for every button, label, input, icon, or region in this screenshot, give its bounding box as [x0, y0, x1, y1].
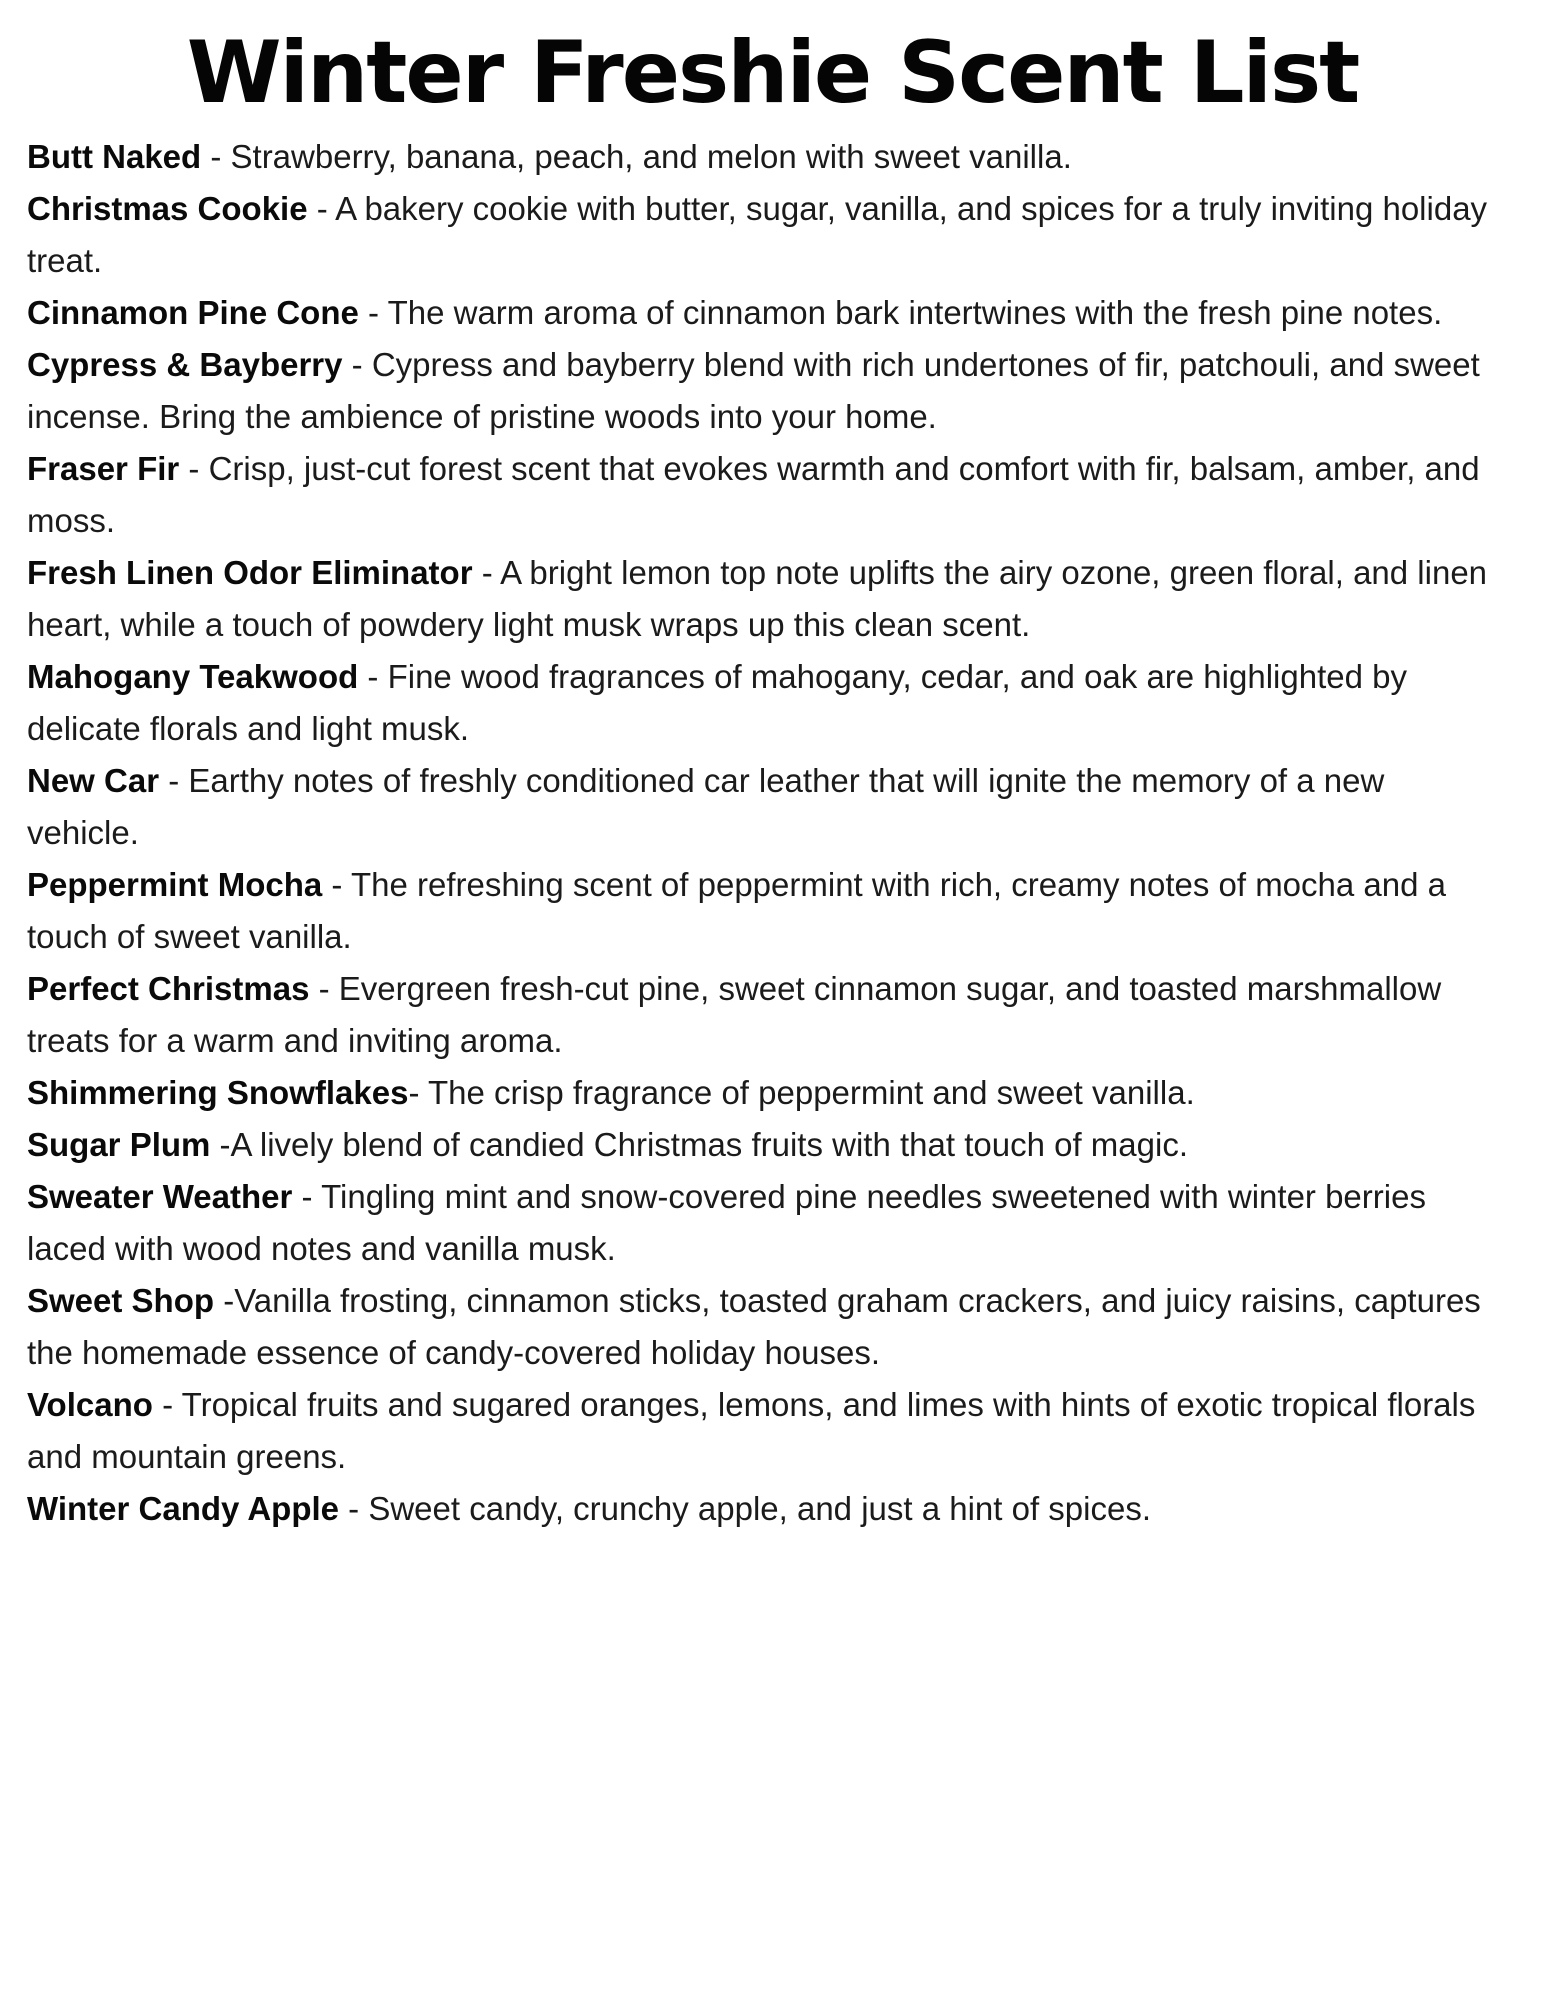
scent-name: Fresh Linen Odor Eliminator [27, 553, 473, 591]
scent-description: - The refreshing scent of peppermint with rich, creamy notes of mocha and a touch of sweet vanilla. [27, 865, 1446, 955]
scent-name: New Car [27, 761, 160, 799]
scent-entry [27, 1067, 1503, 1119]
scent-entry [27, 287, 1503, 339]
scent-name: Sweater Weather [27, 1177, 293, 1215]
scent-entry [27, 339, 1503, 443]
scent-entry [27, 547, 1503, 651]
scent-description: -A lively blend of candied Christmas fruits with that touch of magic. [210, 1125, 1188, 1163]
scent-name: Shimmering Snowflakes [27, 1073, 409, 1111]
scent-description: - Evergreen fresh-cut pine, sweet cinnamon sugar, and toasted marshmallow treats for a warm and inviting aroma. [27, 969, 1442, 1059]
scent-entry [27, 1275, 1503, 1379]
scent-entry [27, 859, 1503, 963]
scent-name: Volcano [27, 1385, 153, 1423]
scent-description: - A bakery cookie with butter, sugar, vanilla, and spices for a truly inviting holiday treat. [27, 189, 1488, 279]
scent-name: Mahogany Teakwood [27, 657, 359, 695]
scent-entry [27, 1483, 1503, 1535]
scent-name: Cinnamon Pine Cone [27, 293, 359, 331]
scent-entry [27, 183, 1503, 287]
scent-list [0, 131, 1545, 1535]
scent-description: -Vanilla frosting, cinnamon sticks, toasted graham crackers, and juicy raisins, captures the homemade essence of candy-covered holiday houses. [27, 1281, 1481, 1371]
scent-description: - Tropical fruits and sugared oranges, lemons, and limes with hints of exotic tropical florals and mountain greens. [27, 1385, 1476, 1475]
scent-description: - The warm aroma of cinnamon bark intertwines with the fresh pine notes. [358, 293, 1443, 331]
scent-entry [27, 1379, 1503, 1483]
scent-entry [27, 443, 1503, 547]
scent-name: Perfect Christmas [27, 969, 310, 1007]
scent-name: Fraser Fir [27, 449, 180, 487]
scent-entry [27, 963, 1503, 1067]
scent-name: Winter Candy Apple [27, 1489, 340, 1527]
scent-name: Sugar Plum [27, 1125, 211, 1163]
page-title: Winter Freshie Scent List [186, 23, 1359, 123]
scent-name: Butt Naked [27, 137, 202, 175]
scent-entry [27, 1171, 1503, 1275]
scent-description: - Earthy notes of freshly conditioned car leather that will ignite the memory of a new vehicle. [27, 761, 1385, 851]
scent-name: Sweet Shop [27, 1281, 215, 1319]
scent-description: - Crisp, just-cut forest scent that evokes warmth and comfort with fir, balsam, amber, and moss. [27, 449, 1480, 539]
scent-name: Cypress & Bayberry [27, 345, 343, 383]
scent-description: - A bright lemon top note uplifts the airy ozone, green floral, and linen heart, while a touch of powdery light musk wraps up this clean scent. [27, 553, 1488, 643]
scent-description: - Strawberry, banana, peach, and melon with sweet vanilla. [201, 137, 1072, 175]
scent-description: - The crisp fragrance of peppermint and sweet vanilla. [408, 1073, 1195, 1111]
scent-description: - Cypress and bayberry blend with rich undertones of fir, patchouli, and sweet incense. Bring the ambience of pristine woods into your home. [27, 345, 1480, 435]
scent-entry [27, 1119, 1503, 1171]
scent-entry [27, 755, 1503, 859]
scent-name: Christmas Cookie [27, 189, 308, 227]
scent-description: - Tingling mint and snow-covered pine needles sweetened with winter berries laced with wood notes and vanilla musk. [27, 1177, 1426, 1267]
scent-name: Peppermint Mocha [27, 865, 323, 903]
scent-entry [27, 131, 1503, 183]
scent-entry [27, 651, 1503, 755]
scent-description: - Sweet candy, crunchy apple, and just a hint of spices. [339, 1489, 1152, 1527]
scent-description: - Fine wood fragrances of mahogany, cedar, and oak are highlighted by delicate florals and light musk. [27, 657, 1407, 747]
